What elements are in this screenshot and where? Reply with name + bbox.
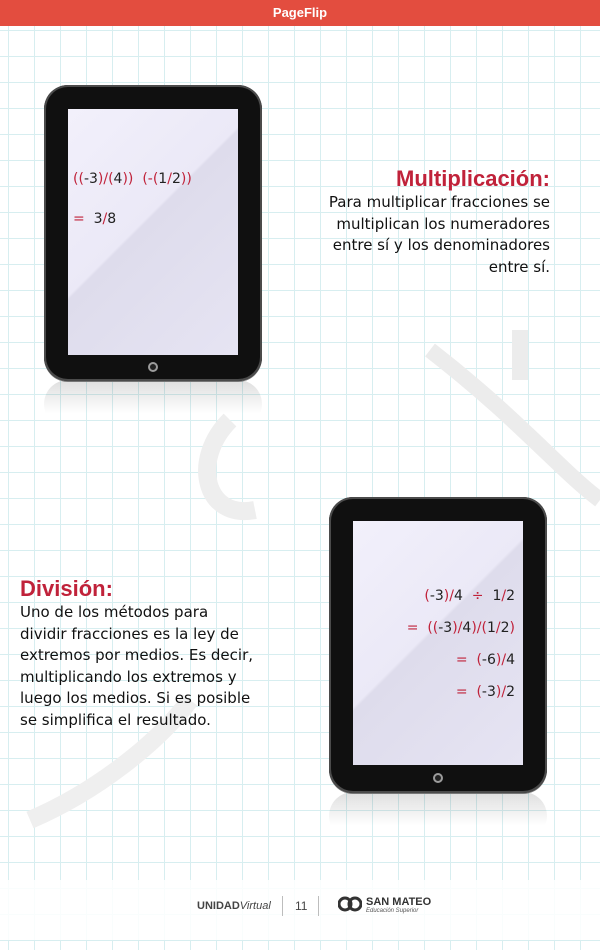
tablet-screen	[68, 109, 238, 355]
math-number: -6	[481, 652, 496, 668]
math-number: 4	[113, 171, 123, 187]
san-mateo-subtitle: Educación Superior	[366, 908, 419, 914]
div-tablet-line-4	[456, 684, 515, 700]
math-symbol: )/	[495, 652, 507, 668]
page-footer	[0, 880, 600, 940]
multiplication-heading: Multiplicación:	[396, 166, 550, 191]
division-line: dividir fracciones es la ley de	[20, 624, 239, 643]
math-symbol: /	[102, 211, 108, 227]
math-symbol: ÷	[462, 588, 493, 604]
san-mateo-logo-icon	[338, 894, 362, 914]
math-number	[133, 171, 142, 187]
tablet-multiplication	[44, 85, 262, 381]
math-symbol: )/	[443, 588, 454, 604]
brand-italic: Virtual	[239, 900, 271, 912]
math-number: -3	[481, 684, 496, 700]
math-number: 8	[107, 211, 117, 227]
math-number: 1	[486, 620, 496, 636]
multiplication-line: entre sí y los denominadores	[332, 236, 550, 254]
app-title-bar	[0, 0, 600, 26]
math-number: 3	[84, 211, 103, 227]
div-tablet-line-3	[456, 652, 515, 668]
math-symbol: )/(	[471, 620, 487, 636]
math-symbol: /	[167, 171, 172, 187]
unidad-virtual-logo	[197, 900, 271, 912]
multiplication-paragraph	[329, 192, 550, 278]
math-symbol: )	[509, 620, 515, 636]
footer-divider	[282, 896, 283, 916]
home-button-icon	[148, 362, 158, 372]
math-number: 1	[158, 171, 168, 187]
math-number: 4	[453, 588, 463, 604]
division-paragraph	[20, 602, 253, 731]
tablet-screen	[353, 521, 523, 765]
mult-tablet-line-1	[73, 171, 192, 187]
math-number: 1	[492, 588, 502, 604]
math-number: 2	[500, 620, 510, 636]
math-symbol: =	[73, 211, 85, 227]
division-line: Uno de los métodos para	[20, 603, 209, 621]
brand-bold: UNIDAD	[197, 900, 240, 912]
math-number: 2	[171, 171, 181, 187]
footer-divider	[318, 896, 319, 916]
multiplication-line: multiplican los numeradores	[336, 214, 550, 233]
math-symbol: = (	[455, 652, 482, 668]
math-number: 2	[506, 588, 515, 604]
math-number: -3	[438, 620, 453, 636]
math-symbol: = ((	[406, 620, 439, 636]
page-number: 11	[295, 899, 308, 913]
math-symbol: = (	[455, 684, 482, 700]
math-symbol: /	[501, 588, 507, 604]
home-button-icon	[433, 773, 443, 783]
division-line: extremos por medios. Es decir,	[20, 646, 254, 664]
div-tablet-line-2	[407, 620, 515, 636]
math-symbol: (	[424, 588, 430, 604]
math-symbol: )/	[452, 620, 463, 636]
tablet-division	[329, 497, 547, 793]
math-number: -3	[83, 171, 98, 187]
math-number: 4	[462, 620, 472, 636]
app-title: PageFlip	[272, 5, 328, 20]
mult-tablet-line-2	[73, 211, 116, 227]
san-mateo-name: SAN MATEO	[366, 896, 432, 908]
tablet-reflection	[329, 792, 547, 840]
math-number: 2	[506, 684, 515, 700]
math-symbol: ((	[73, 171, 84, 187]
division-heading: División:	[20, 576, 113, 601]
multiplication-line: Para multiplicar fracciones se	[328, 193, 550, 211]
math-number: 4	[506, 652, 515, 668]
math-symbol: ))	[122, 171, 134, 187]
division-line: se simplifica el resultado.	[20, 710, 211, 729]
tablet-reflection	[44, 380, 262, 428]
math-symbol: )/	[495, 684, 507, 700]
division-line: luego los medios. Si es posible	[20, 689, 251, 707]
div-tablet-line-1	[424, 588, 515, 604]
math-symbol: /	[495, 620, 501, 636]
math-number: -3	[429, 588, 444, 604]
math-symbol: (-(	[142, 171, 159, 187]
math-symbol: )/(	[97, 171, 114, 187]
multiplication-line: entre sí.	[488, 257, 550, 276]
division-line: multiplicando los extremos y	[20, 667, 237, 686]
math-symbol: ))	[180, 171, 192, 187]
